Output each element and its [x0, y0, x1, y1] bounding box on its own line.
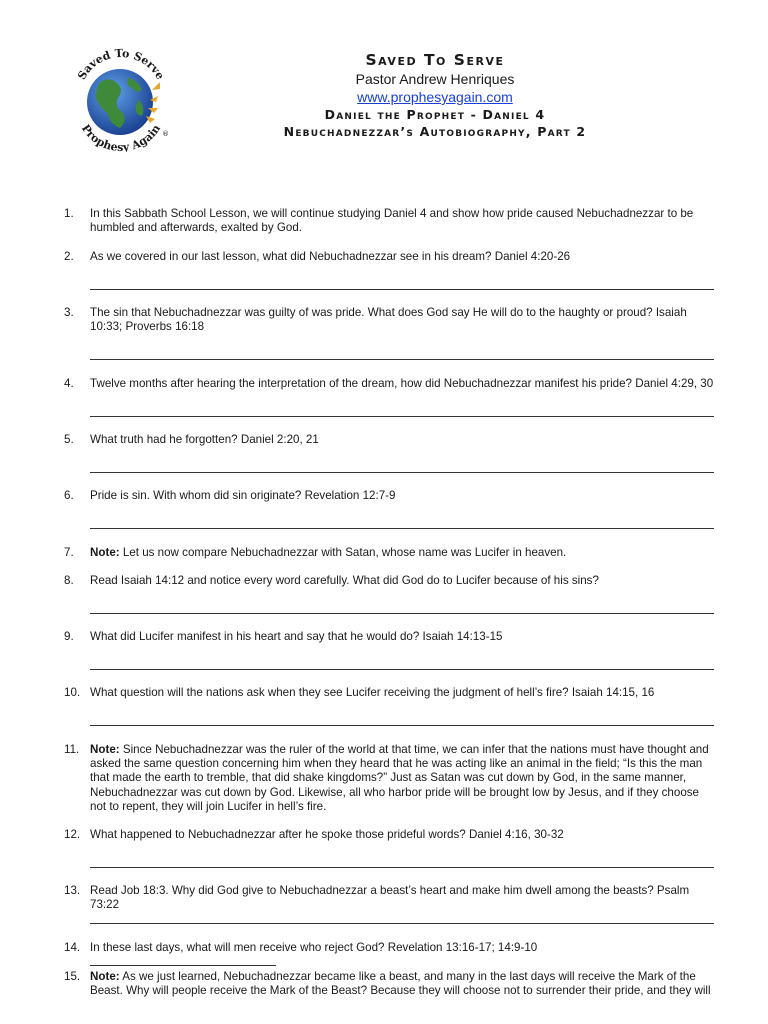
answer-line[interactable]	[90, 289, 714, 290]
answer-line[interactable]	[90, 923, 714, 924]
list-item	[64, 306, 714, 334]
list-item	[64, 574, 714, 588]
item-number: 4.	[64, 377, 74, 390]
question-text: In these last days, what will men receive who reject God? Revelation 13:16-17; 14:9-10	[90, 941, 538, 954]
item-number: 3.	[64, 306, 74, 319]
list-item	[64, 546, 714, 560]
item-number: 2.	[64, 250, 74, 263]
list-item	[64, 377, 714, 391]
list-item	[64, 941, 714, 970]
answer-line[interactable]	[90, 416, 714, 417]
item-text: What truth had he forgotten? Daniel 2:20, 21	[90, 433, 319, 446]
logo	[66, 44, 176, 152]
item-number: 8.	[64, 574, 74, 587]
item-number: 9.	[64, 630, 74, 643]
answer-line[interactable]	[90, 359, 714, 360]
item-text: What question will the nations ask when they see Lucifer receiving the judgment of hell’s fire? Isaiah 14:15, 16	[90, 686, 655, 699]
pastor-name: Pastor Andrew Henriques	[355, 71, 515, 87]
answer-line[interactable]	[90, 867, 714, 868]
item-text	[90, 970, 714, 998]
list-item	[64, 207, 714, 235]
answer-line[interactable]	[90, 528, 714, 529]
list-item	[64, 433, 714, 447]
list-item	[64, 884, 714, 912]
item-text: The sin that Nebuchadnezzar was guilty of was pride. What does God say He will do to the haughty or proud? Isaiah 10:33; Proverbs 16:18	[90, 306, 687, 334]
answer-line[interactable]	[90, 725, 714, 726]
note-label: Note:	[90, 546, 120, 559]
item-number: 5.	[64, 433, 74, 446]
item-text: Read Job 18:3. Why did God give to Nebuchadnezzar a beast’s heart and make him dwell among the beasts? Psalm 73:22	[90, 884, 690, 912]
list-item	[64, 686, 714, 700]
answer-line[interactable]	[90, 613, 714, 614]
item-number: 7.	[64, 546, 74, 559]
note-text: Since Nebuchadnezzar was the ruler of the world at that time, we can infer that the nations must have thought and asked the same question concerning him when they heard that he was acting like an animal in the field; “Is this the man that made the earth to tremble, that did shake kingdoms?” Just as Satan was cut down by God, in the same manner, Nebuchadnezzar was cut down by God. Likewise, all who harbor pride will be brought low by Jesus, and if they choose not to repent, they will join Lucifer in hell’s fire.	[90, 743, 709, 813]
list-item	[64, 489, 714, 503]
answer-line[interactable]	[90, 669, 714, 670]
item-text	[90, 546, 714, 560]
item-text: Pride is sin. With whom did sin originate? Revelation 12:7-9	[90, 489, 396, 502]
item-text: In this Sabbath School Lesson, we will continue studying Daniel 4 and show how pride caused Nebuchadnezzar to be humbled and afterwards, exalted by God.	[90, 207, 694, 235]
item-number: 11.	[64, 743, 80, 756]
item-number: 15.	[64, 970, 81, 983]
page-title: Saved To Serve	[365, 51, 505, 69]
answer-line[interactable]	[90, 472, 714, 473]
item-text: Twelve months after hearing the interpretation of the dream, how did Nebuchadnezzar manifest his pride? Daniel 4:29, 30	[90, 377, 714, 390]
list-item	[64, 828, 714, 842]
note-text: Let us now compare Nebuchadnezzar with Satan, whose name was Lucifer in heaven.	[122, 546, 567, 559]
item-number: 12.	[64, 828, 81, 841]
list-item	[64, 743, 714, 814]
list-item	[64, 970, 714, 998]
item-number: 6.	[64, 489, 74, 502]
item-text: What did Lucifer manifest in his heart and say that he would do? Isaiah 14:13-15	[90, 630, 503, 643]
item-text: What happened to Nebuchadnezzar after he spoke those prideful words? Daniel 4:16, 30-32	[90, 828, 564, 841]
item-number: 13.	[64, 884, 81, 897]
header	[220, 50, 650, 140]
logo-text-bottom: Prophesy Again	[78, 122, 164, 152]
item-text: Read Isaiah 14:12 and notice every word carefully. What did God do to Lucifer because of his sins?	[90, 574, 599, 587]
item-number: 10.	[64, 686, 81, 699]
list-item	[64, 630, 714, 644]
answer-line[interactable]	[90, 955, 276, 966]
item-number: 14.	[64, 941, 81, 954]
item-text: As we covered in our last lesson, what did Nebuchadnezzar see in his dream? Daniel 4:20-26	[90, 250, 571, 263]
note-label: Note:	[90, 970, 120, 983]
registered-mark: ®	[162, 130, 169, 138]
item-text	[90, 743, 714, 814]
globe-logo-icon	[66, 44, 176, 152]
logo-text-top: Saved To Serve	[75, 46, 167, 82]
lesson-title: Nebuchadnezzar’s Autobiography, Part 2	[283, 124, 587, 139]
note-text: As we just learned, Nebuchadnezzar became like a beast, and many in the last days will receive the Mark of the Beast. Why will people receive the Mark of the Beast? Because they will choose not to surrender their pride, and they will	[90, 970, 711, 998]
note-label: Note:	[90, 743, 120, 756]
series-title: Daniel the Prophet - Daniel 4	[324, 107, 546, 122]
website-link[interactable]: www.prophesyagain.com	[357, 89, 513, 105]
item-text	[90, 941, 714, 970]
item-number: 1.	[64, 207, 74, 220]
list-item	[64, 250, 714, 264]
